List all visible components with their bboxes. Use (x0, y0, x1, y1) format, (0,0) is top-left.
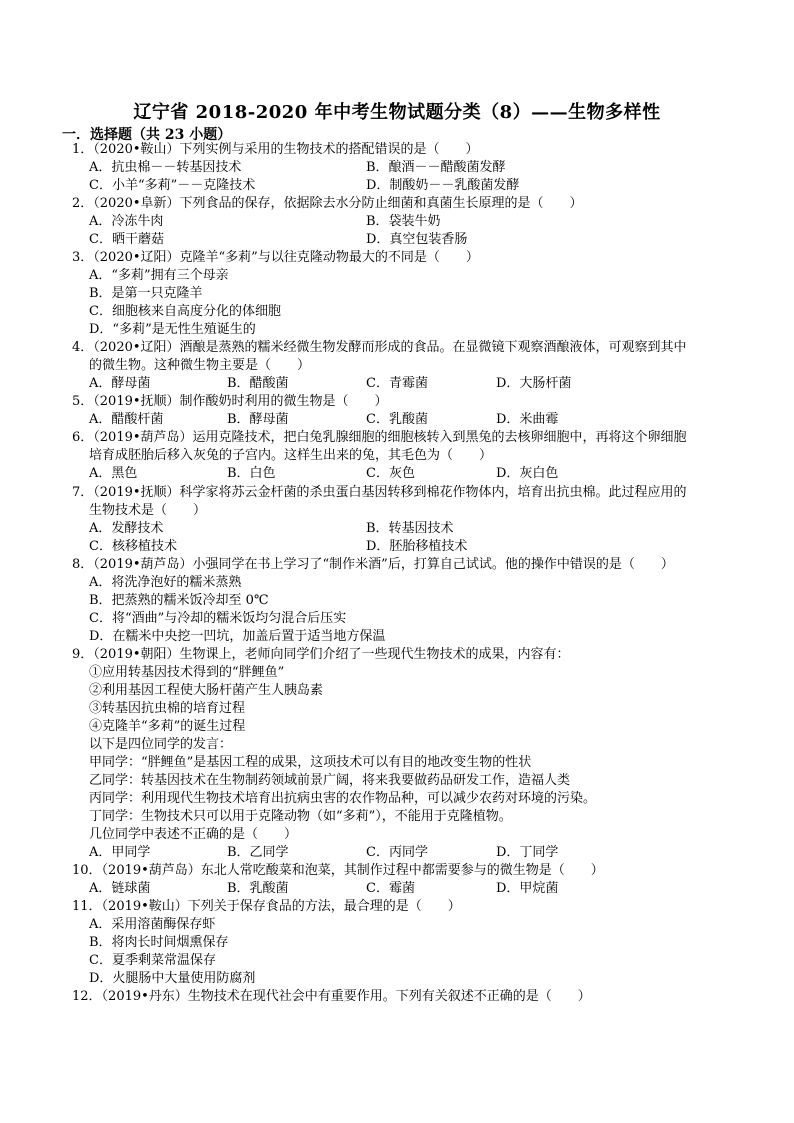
question-4-option-d: D．大肠杆菌 (496, 376, 572, 391)
question-8-option-a: A．将洗净泡好的糯米蒸熟 (89, 575, 242, 590)
question-6-stem: 6．（2019•葫芦岛）运用克隆技术，把白兔乳腺细胞的细胞核转入到黑兔的去核卵细胞中，再将这个卵细胞 (72, 430, 687, 445)
question-10-option-c: C．霉菌 (366, 881, 415, 896)
question-5-stem: 5．（2019•抚顺）制作酸奶时利用的微生物是（ ） (72, 394, 388, 409)
document-title: 辽宁省 2018-2020 年中考生物试题分类（8）——生物多样性 (133, 102, 661, 123)
question-4-option-b: B．醋酸菌 (227, 376, 289, 391)
question-7-option-a: A．发酵技术 (89, 521, 164, 536)
question-10-option-a: A．链球菌 (89, 881, 151, 896)
question-11-stem: 11．（2019•鞍山）下列关于保存食品的方法，最合理的是（ ） (72, 899, 461, 914)
question-7-stem-continued: 生物技术是（ ） (89, 503, 207, 518)
question-6-option-d: D．灰白色 (496, 466, 559, 481)
question-9-item-2: ②利用基因工程使大肠杆菌产生人胰岛素 (89, 683, 324, 698)
question-11-option-b: B．将肉长时间烟熏保存 (89, 935, 229, 950)
question-9-option-a: A．甲同学 (89, 845, 151, 860)
question-2-option-c: C．晒干蘑菇 (89, 232, 164, 247)
question-9-option-d: D．丁同学 (496, 845, 559, 860)
question-9-statement-4: 丁同学：生物技术只可以用于克隆动物（如“多莉”），不能用于克隆植物。 (89, 809, 512, 824)
question-9-intro: 以下是四位同学的发言： (89, 737, 233, 752)
question-5-option-d: D．米曲霉 (496, 412, 559, 427)
question-1-option-a: A．抗虫棉－－转基因技术 (89, 160, 242, 175)
question-6-option-c: C．灰色 (366, 466, 415, 481)
question-9-ask: 几位同学中表述不正确的是（ ） (89, 827, 298, 842)
question-3-option-c: C．细胞核来自高度分化的体细胞 (89, 304, 281, 319)
question-9-statement-2: 乙同学：转基因技术在生物制药领域前景广阔，将来我要做药品研发工作，造福人类 (89, 773, 571, 788)
question-4-option-a: A．酵母菌 (89, 376, 151, 391)
question-2-option-a: A．冷冻牛肉 (89, 214, 164, 229)
question-9-option-c: C．丙同学 (366, 845, 428, 860)
question-9-statement-3: 丙同学：利用现代生物技术培育出抗病虫害的农作物品种，可以减少农药对环境的污染。 (89, 791, 597, 806)
question-3-option-a: A．“多莉”拥有三个母亲 (89, 268, 229, 283)
question-5-option-c: C．乳酸菌 (366, 412, 428, 427)
question-4-stem: 4．（2020•辽阳）酒酿是蒸熟的糯米经微生物发酵而形成的食品。在显微镜下观察酒酿液体，可观察到其中 (72, 340, 687, 355)
question-3-option-d: D．“多莉”是无性生殖诞生的 (89, 322, 256, 337)
question-9-item-3: ③转基因抗虫棉的培育过程 (89, 701, 246, 716)
question-1-option-d: D．制酸奶－－乳酸菌发酵 (366, 178, 520, 193)
question-6-option-a: A．黑色 (89, 466, 138, 481)
question-9-option-b: B．乙同学 (227, 845, 289, 860)
question-3-option-b: B．是第一只克隆羊 (89, 286, 203, 301)
question-8-option-d: D．在糯米中央挖一凹坑，加盖后置于适当地方保温 (89, 629, 386, 644)
question-2-option-b: B．袋装牛奶 (366, 214, 441, 229)
question-5-option-a: A．醋酸杆菌 (89, 412, 164, 427)
question-4-option-c: C．青霉菌 (366, 376, 428, 391)
question-1-stem: 1．（2020•鞍山）下列实例与采用的生物技术的搭配错误的是（ ） (72, 142, 479, 157)
question-1-option-b: B．酿酒－－醋酸菌发酵 (366, 160, 506, 175)
question-7-option-c: C．核移植技术 (89, 539, 177, 554)
question-9-item-4: ④克隆羊“多莉”的诞生过程 (89, 719, 246, 734)
question-9-statement-1: 甲同学：“胖鲤鱼”是基因工程的成果，这项技术可以有目的地改变生物的性状 (89, 755, 532, 770)
question-9-item-1: ①应用转基因技术得到的“胖鲤鱼” (89, 665, 285, 680)
section-heading: 一．选择题（共 23 小题） (62, 127, 232, 143)
question-11-option-a: A．采用溶菌酶保存虾 (89, 917, 216, 932)
question-12-stem: 12．（2019•丹东）生物技术在现代社会中有重要作用。下列有关叙述不正确的是（ ） (72, 989, 591, 1004)
question-7-option-b: B．转基因技术 (366, 521, 454, 536)
question-3-stem: 3．（2020•辽阳）克隆羊“多莉”与以往克隆动物最大的不同是（ ） (72, 250, 479, 265)
question-2-stem: 2．（2020•阜新）下列食品的保存，依据除去水分防止细菌和真菌生长原理的是（ ） (72, 196, 583, 211)
question-7-option-d: D．胚胎移植技术 (366, 539, 468, 554)
question-7-stem: 7．（2019•抚顺）科学家将苏云金杆菌的杀虫蛋白基因转移到棉花作物体内，培育出抗虫棉。此过程应用的 (72, 485, 687, 500)
question-1-option-c: C．小羊“多莉”－－克隆技术 (89, 178, 256, 193)
question-8-option-b: B．把蒸熟的糯米饭冷却至 0℃ (89, 593, 269, 608)
question-6-option-b: B．白色 (227, 466, 276, 481)
question-2-option-d: D．真空包装香肠 (366, 232, 468, 247)
question-9-stem: 9．（2019•朝阳）生物课上，老师向同学们介绍了一些现代生物技术的成果，内容有： (72, 647, 570, 662)
question-10-option-b: B．乳酸菌 (227, 881, 289, 896)
question-8-stem: 8．（2019•葫芦岛）小强同学在书上学习了“制作米酒”后，打算自己试试。他的操作中错误的是（ ） (72, 557, 674, 572)
question-8-option-c: C．将“酒曲”与冷却的糯米饭均匀混合后压实 (89, 611, 347, 626)
question-11-option-c: C．夏季剩菜常温保存 (89, 953, 216, 968)
question-5-option-b: B．酵母菌 (227, 412, 289, 427)
question-11-option-d: D．火腿肠中大量使用防腐剂 (89, 971, 256, 986)
question-4-stem-continued: 的微生物。这种微生物主要是（ ） (89, 358, 311, 373)
question-6-stem-continued: 培育成胚胎后移入灰兔的子宫内。这样生出来的兔，其毛色为（ ） (89, 448, 493, 463)
question-10-option-d: D．甲烷菌 (496, 881, 559, 896)
question-10-stem: 10．（2019•葫芦岛）东北人常吃酸菜和泡菜，其制作过程中都需要参与的微生物是（ ） (72, 863, 604, 878)
